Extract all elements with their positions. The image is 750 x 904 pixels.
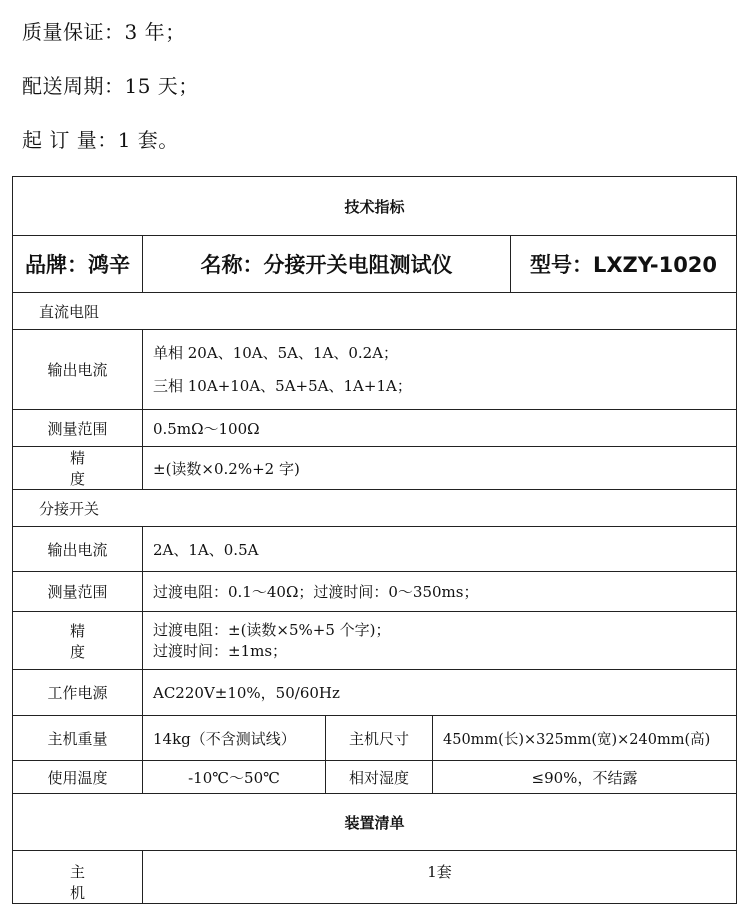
weight-label: 主机重量: [13, 716, 143, 761]
packing-title: 装置清单: [13, 794, 737, 851]
tap-range-label: 测量范围: [13, 572, 143, 612]
temp-value: -10℃～50℃: [143, 761, 326, 794]
spec-title: 技术指标: [13, 177, 737, 236]
delivery-line: 配送周期：15 天；: [22, 74, 199, 98]
weight-value: 14kg（不含测试线）: [143, 716, 326, 761]
power-label: 工作电源: [13, 670, 143, 716]
tap-accuracy-label: 精 度: [13, 612, 143, 670]
tap-range-value: 过渡电阻：0.1～40Ω；过渡时间：0～350ms；: [143, 572, 737, 612]
power-value: AC220V±10%，50/60Hz: [143, 670, 737, 716]
size-label: 主机尺寸: [326, 716, 433, 761]
tap-accuracy-value: 过渡电阻：±(读数×5%+5 个字)； 过渡时间：±1ms；: [143, 612, 737, 670]
name-cell: 名称：分接开关电阻测试仪: [143, 236, 511, 293]
dc-range-value: 0.5mΩ～100Ω: [143, 410, 737, 447]
host-qty: 1套: [143, 851, 737, 904]
humidity-value: ≤90%，不结露: [433, 761, 737, 794]
host-label: 主 机: [13, 851, 143, 904]
brand-cell: 品牌：鸿辛: [13, 236, 143, 293]
tap-section-title: 分接开关: [13, 490, 737, 527]
dc-output-label: 输出电流: [13, 330, 143, 410]
dc-range-label: 测量范围: [13, 410, 143, 447]
dc-accuracy-value: ±(读数×0.2%+2 字): [143, 447, 737, 490]
tap-output-label: 输出电流: [13, 527, 143, 572]
dc-accuracy-label: 精 度: [13, 447, 143, 490]
dc-output-value: 单相 20A、10A、5A、1A、0.2A； 三相 10A+10A、5A+5A、1A+1A；: [143, 330, 737, 410]
warranty-line: 质量保证：3 年；: [22, 20, 186, 44]
tap-output-value: 2A、1A、0.5A: [143, 527, 737, 572]
dc-section-title: 直流电阻: [13, 293, 737, 330]
size-value: 450mm(长)×325mm(宽)×240mm(高): [433, 716, 737, 761]
humidity-label: 相对湿度: [326, 761, 433, 794]
spec-table: [12, 176, 737, 904]
model-cell: 型号：LXZY-1020: [511, 236, 737, 293]
moq-line: 起 订 量：1 套。: [22, 128, 179, 152]
temp-label: 使用温度: [13, 761, 143, 794]
